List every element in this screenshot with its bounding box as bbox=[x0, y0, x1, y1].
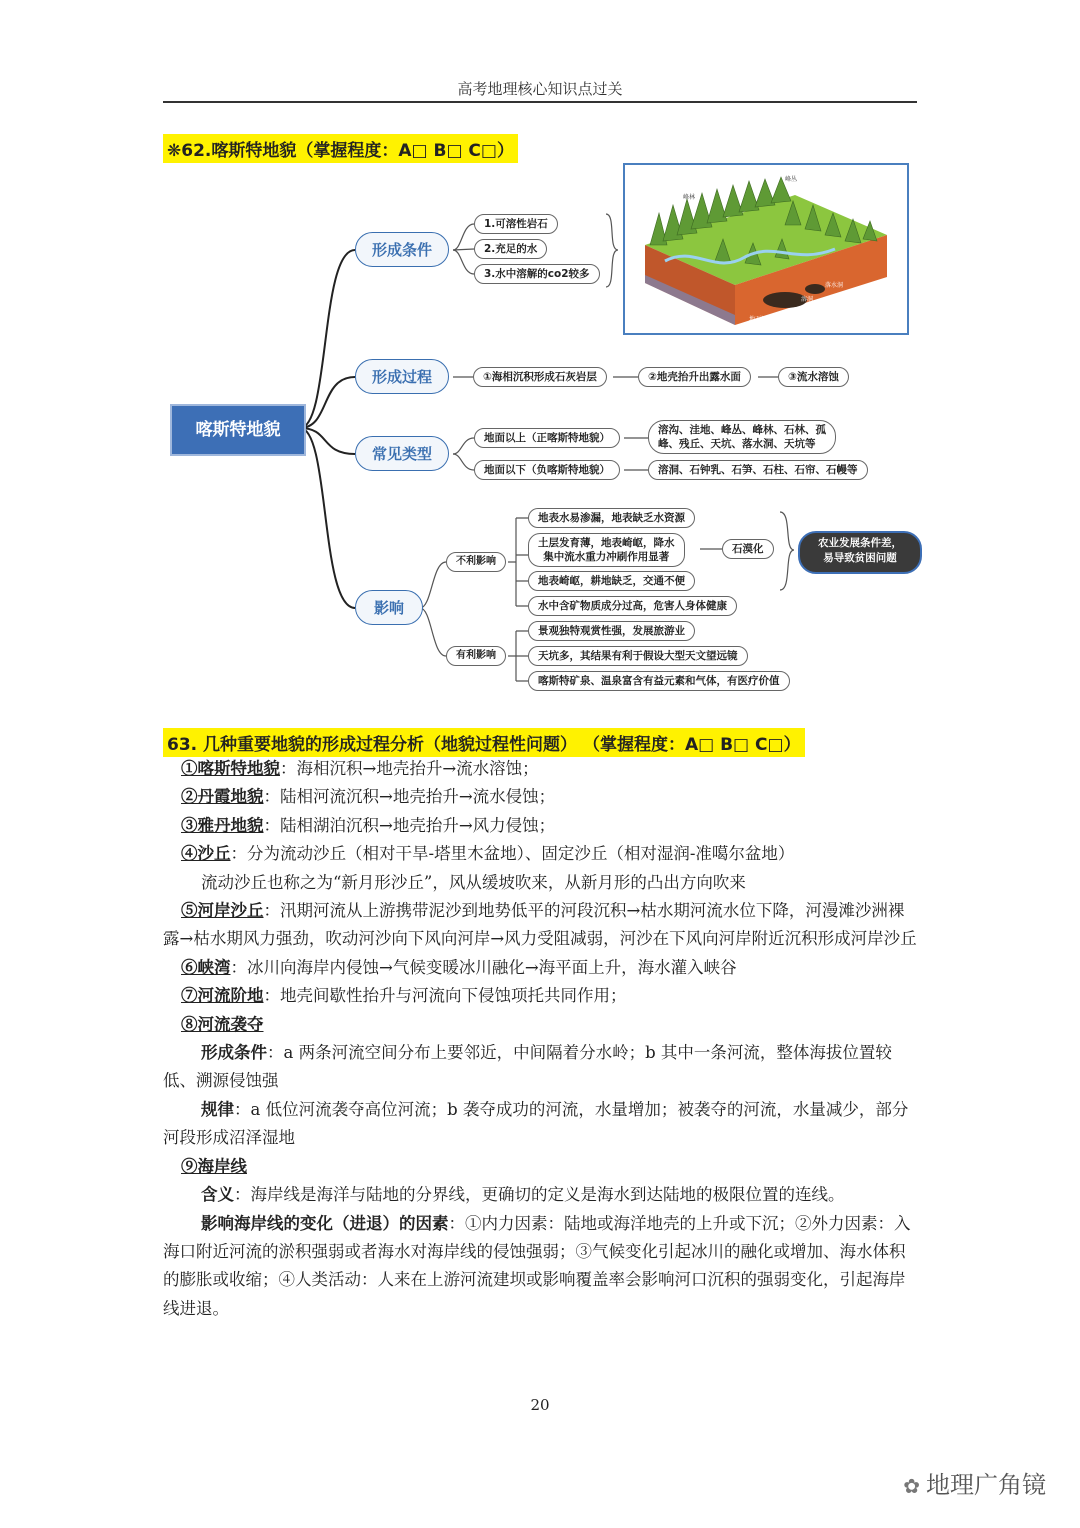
diagram-label-peak-cluster: 峰丛 bbox=[785, 176, 798, 183]
item-karst-text: ：海相沉积→地壳抬升→流水溶蚀； bbox=[280, 759, 539, 778]
item-yardang-label: ③雅丹地貌 bbox=[181, 815, 264, 835]
impact-conclusion bbox=[798, 531, 922, 574]
item-riverbank-dune-text: ：汛期河流从上游携带泥沙到地势低平的河段沉积→枯水期河流水位下降，河漫滩沙洲裸露→枯水期风力强劲，吹动河沙向下风向河岸→风力受阻减弱，河沙在下风向河岸附近沉积形成河岸沙丘 bbox=[163, 901, 917, 949]
section-63-title: 63. 几种重要地貌的形成过程分析（地貌过程性问题） （掌握程度：A□ B□ C□） bbox=[163, 728, 805, 757]
adverse-item-2-line-2: 集中流水重力冲刷作用显著 bbox=[543, 551, 670, 564]
section-62-title: ❋62.喀斯特地貌（掌握程度：A□ B□ C□） bbox=[163, 134, 518, 163]
river-capture-conditions-label: 形成条件 bbox=[201, 1043, 267, 1063]
condition-water: 2.充足的水 bbox=[474, 239, 547, 259]
impact-favorable: 有利影响 bbox=[446, 646, 506, 666]
item-danxia-label: ②丹霞地貌 bbox=[181, 787, 264, 807]
item-fjord-text: ：冰川向海岸内侵蚀→气候变暖冰川融化→海平面上升，海水灌入峡谷 bbox=[230, 957, 737, 977]
item-karst-label: ①喀斯特地貌 bbox=[181, 759, 280, 778]
type-below-ground: 地面以下（负喀斯特地貌） bbox=[474, 460, 620, 480]
type-above-desc-line-1: 溶沟、洼地、峰丛、峰林、石林、孤 bbox=[658, 424, 826, 436]
process-step-1: ①海相沉积形成石灰岩层 bbox=[473, 367, 607, 387]
type-above-ground: 地面以上（正喀斯特地貌） bbox=[474, 428, 620, 448]
branch-common-types: 常见类型 bbox=[355, 436, 449, 471]
branch-impact: 影响 bbox=[355, 590, 423, 625]
karst-landform-diagram bbox=[623, 163, 909, 335]
page-header: 高考地理核心知识点过关 bbox=[457, 80, 623, 98]
item-fjord-label: ⑥峡湾 bbox=[181, 957, 231, 977]
diagram-label-peak-forest: 峰林 bbox=[683, 194, 696, 201]
item-river-capture-label: ⑧河流袭夺 bbox=[181, 1014, 264, 1034]
diagram-label-cave: 溶洞 bbox=[801, 296, 814, 303]
adverse-item-4: 水中含矿物质成分过高，危害人身体健康 bbox=[528, 596, 737, 616]
item-dune-text: ：分为流动沙丘（相对干旱-塔里木盆地）、固定沙丘（相对湿润-准噶尔盆地） bbox=[230, 844, 795, 864]
wechat-icon: ✿ bbox=[903, 1474, 920, 1498]
mindmap-center-node: 喀斯特地貌 bbox=[170, 404, 306, 456]
adverse-item-2 bbox=[528, 533, 685, 567]
favorable-item-3: 喀斯特矿泉、温泉富含有益元素和气体，有医疗价值 bbox=[528, 671, 790, 691]
item-yardang-text: ：陆相湖泊沉积→地壳抬升→风力侵蚀； bbox=[263, 815, 556, 835]
condition-soluble-rock: 1.可溶性岩石 bbox=[474, 214, 558, 234]
process-step-2: ②地壳抬升出露水面 bbox=[638, 367, 751, 387]
coastline-meaning-text: ：海岸线是海洋与陆地的分界线，更确切的定义是海水到达陆地的极限位置的连线。 bbox=[234, 1185, 845, 1205]
section-63-body bbox=[163, 755, 917, 1323]
favorable-item-1: 景观独特观赏性强，发展旅游业 bbox=[528, 621, 695, 641]
adverse-item-3: 地表崎岖，耕地缺乏，交通不便 bbox=[528, 571, 695, 591]
type-below-description: 溶洞、石钟乳、石笋、石柱、石帘、石幔等 bbox=[648, 460, 868, 480]
item-dune-note: 流动沙丘也称之为“新月形沙丘”，风从缓坡吹来，从新月形的凸出方向吹来 bbox=[201, 872, 746, 892]
item-dune-label: ④沙丘 bbox=[181, 844, 231, 864]
conclusion-line-2: 易导致贫困问题 bbox=[823, 552, 897, 564]
diagram-label-sinkhole: 落水洞 bbox=[825, 282, 844, 289]
river-capture-rules-label: 规律 bbox=[201, 1099, 234, 1119]
item-river-terrace-label: ⑦河流阶地 bbox=[181, 986, 264, 1006]
adverse-item-1: 地表水易渗漏，地表缺乏水资源 bbox=[528, 508, 695, 528]
item-danxia-text: ：陆相河流沉积→地壳抬升→流水侵蚀； bbox=[263, 787, 556, 807]
item-coastline-label: ⑨海岸线 bbox=[181, 1156, 247, 1176]
adverse-item-2-line-1: 土层发育薄，地表崎岖，降水 bbox=[538, 537, 675, 549]
coastline-factors-text: ：①内力因素：陆地或海洋地壳的上升或下沉；②外力因素：入海口附近河流的淤积强弱或者海水对海岸线的侵蚀强弱；③气候变化引起冰川的融化或增加、海水体积的膨胀或收缩；④人类活动：人来在上游河流建坝或影响覆盖率会影响河口沉积的强弱变化，引起海岸线进退。 bbox=[163, 1213, 911, 1318]
item-river-terrace-text: ：地壳间歇性抬升与河流向下侵蚀项托共同作用； bbox=[263, 986, 627, 1006]
process-step-3: ③流水溶蚀 bbox=[778, 367, 849, 387]
page-number: 20 bbox=[530, 1396, 550, 1414]
branch-formation-process: 形成过程 bbox=[355, 359, 449, 394]
river-capture-conditions-text: ：a 两条河流空间分布上要邻近，中间隔着分水岭；b 其中一条河流，整体海拔位置较低、溯源侵蚀强 bbox=[163, 1043, 892, 1091]
account-watermark bbox=[903, 1465, 1046, 1500]
condition-co2: 3.水中溶解的co2较多 bbox=[474, 264, 600, 284]
type-above-desc-line-2: 峰、残丘、天坑、落水洞、天坑等 bbox=[658, 438, 816, 451]
diagram-label-underground-river: 地下河 bbox=[749, 316, 768, 323]
coastline-meaning-label: 含义 bbox=[201, 1185, 234, 1205]
coastline-factors-label: 影响海岸线的变化（进退）的因素 bbox=[201, 1213, 449, 1233]
watermark-text: 地理广角镜 bbox=[926, 1471, 1046, 1499]
river-capture-rules-text: ：a 低位河流袭夺高位河流；b 袭夺成功的河流，水量增加；被袭夺的河流，水量减少，部分河段形成沼泽湿地 bbox=[163, 1099, 909, 1148]
item-riverbank-dune-label: ⑤河岸沙丘 bbox=[181, 901, 264, 921]
impact-adverse: 不利影响 bbox=[446, 552, 506, 572]
karst-diagram-illustration bbox=[625, 165, 907, 333]
favorable-item-2: 天坑多，其结果有利于假设大型天文望远镜 bbox=[528, 646, 748, 666]
rocky-desertification: 石漠化 bbox=[722, 539, 774, 559]
type-above-description bbox=[648, 420, 836, 454]
branch-formation-conditions: 形成条件 bbox=[355, 232, 449, 267]
conclusion-line-1: 农业发展条件差， bbox=[818, 537, 902, 549]
